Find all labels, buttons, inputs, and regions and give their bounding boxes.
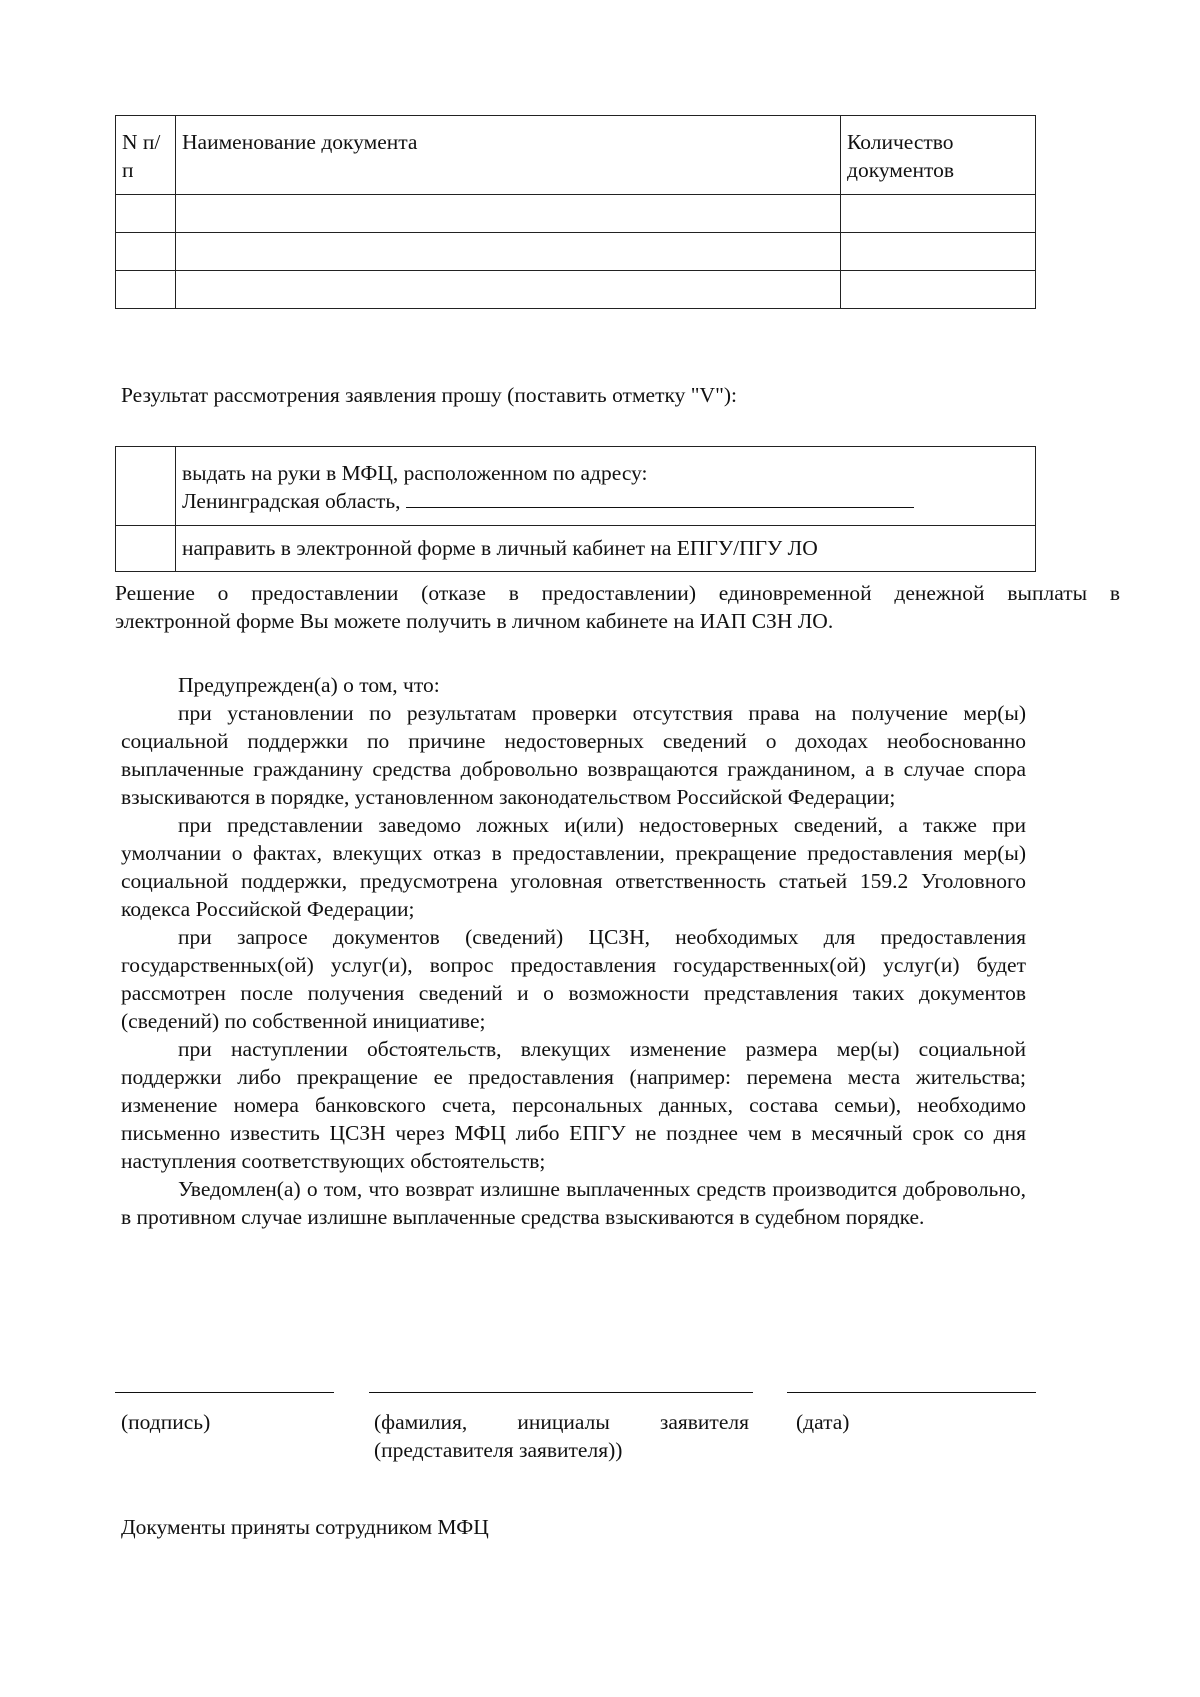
date-line[interactable] <box>787 1392 1036 1393</box>
result-delivery-heading: Результат рассмотрения заявления прошу (поставить отметку "V"): <box>121 383 737 407</box>
warning-item: при установлении по результатам проверки отсутствия права на получение мер(ы) социальной поддержки по причине недостоверных сведений о доходах необоснованно выплаченные гражданину средства добровольно возвращаются гражданином, а в случае спора взыскиваются в порядке, установленном законодательством Российской Федерации; <box>121 701 1026 809</box>
row-count-cell[interactable] <box>841 271 1036 309</box>
signature-line[interactable] <box>115 1392 334 1393</box>
documents-table-header <box>116 116 1036 195</box>
date-caption: (дата) <box>796 1410 850 1434</box>
warnings-intro: Предупрежден(а) о том, что: <box>178 673 440 697</box>
mfc-address-line <box>182 487 1029 515</box>
row-count-cell[interactable] <box>841 233 1036 271</box>
mfc-region-label: Ленинградская область, <box>182 489 401 513</box>
warning-item: при запросе документов (сведений) ЦСЗН, необходимых для предоставления государственных(ой) услуг(и), вопрос предоставления государственных(ой) услуг(и) будет рассмотрен после получения сведений и о возможности представления таких документов (сведений) по собственной инициативе; <box>121 925 1026 1033</box>
header-number: N п/п <box>116 116 176 195</box>
header-document-name: Наименование документа <box>176 116 841 195</box>
mfc-address-field[interactable] <box>406 489 914 508</box>
delivery-choice-table <box>115 446 1036 572</box>
warning-item: при представлении заведомо ложных и(или) недостоверных сведений, а также при умолчании о фактах, влекущих отказ в предоставлении, прекращение предоставления мер(ы) социальной поддержки, предусмотрена уголовная ответственность статьей 159.2 Уголовного кодекса Российской Федерации; <box>121 813 1026 921</box>
row-name-cell[interactable] <box>176 233 841 271</box>
table-row <box>116 233 1036 271</box>
choice-row-epgu <box>116 526 1036 572</box>
applicant-name-line[interactable] <box>369 1392 753 1393</box>
choice-row-mfc <box>116 447 1036 526</box>
decision-note-line-1: Решение о предоставлении (отказе в предоставлении) единовременной денежной выплаты в <box>115 581 1120 605</box>
epgu-checkbox-cell[interactable] <box>116 526 176 572</box>
decision-note-line-2: электронной форме Вы можете получить в личном кабинете на ИАП СЗН ЛО. <box>115 609 834 633</box>
signature-caption: (подпись) <box>121 1410 211 1434</box>
refund-notice: Уведомлен(а) о том, что возврат излишне выплаченных средств производится добровольно, в противном случае излишне выплаченные средства взыскиваются в судебном порядке. <box>121 1177 1026 1229</box>
applicant-name-caption: (фамилия, инициалы заявителя (представителя заявителя)) <box>374 1410 749 1462</box>
received-by-label: Документы приняты сотрудником МФЦ <box>121 1515 489 1539</box>
documents-table <box>115 115 1036 309</box>
row-number-cell[interactable] <box>116 271 176 309</box>
row-name-cell[interactable] <box>176 195 841 233</box>
warning-item: при наступлении обстоятельств, влекущих изменение размера мер(ы) социальной поддержки либо прекращение ее предоставления (например: перемена места жительства; изменение номера банковского счета, персональных данных, состава семьи), необходимо письменно известить ЦСЗН через МФЦ либо ЕПГУ не позднее чем в месячный срок со дня наступления соответствующих обстоятельств; <box>121 1037 1026 1173</box>
header-document-count: Количество документов <box>841 116 1036 195</box>
decision-note <box>115 579 1120 635</box>
table-row <box>116 271 1036 309</box>
row-number-cell[interactable] <box>116 233 176 271</box>
warnings-block <box>121 671 1026 1231</box>
mfc-checkbox-cell[interactable] <box>116 447 176 526</box>
row-number-cell[interactable] <box>116 195 176 233</box>
table-row <box>116 195 1036 233</box>
row-name-cell[interactable] <box>176 271 841 309</box>
row-count-cell[interactable] <box>841 195 1036 233</box>
mfc-option-text <box>176 447 1036 526</box>
mfc-option-label: выдать на руки в МФЦ, расположенном по адресу: <box>182 461 648 485</box>
epgu-option-text: направить в электронной форме в личный кабинет на ЕПГУ/ПГУ ЛО <box>176 526 1036 572</box>
